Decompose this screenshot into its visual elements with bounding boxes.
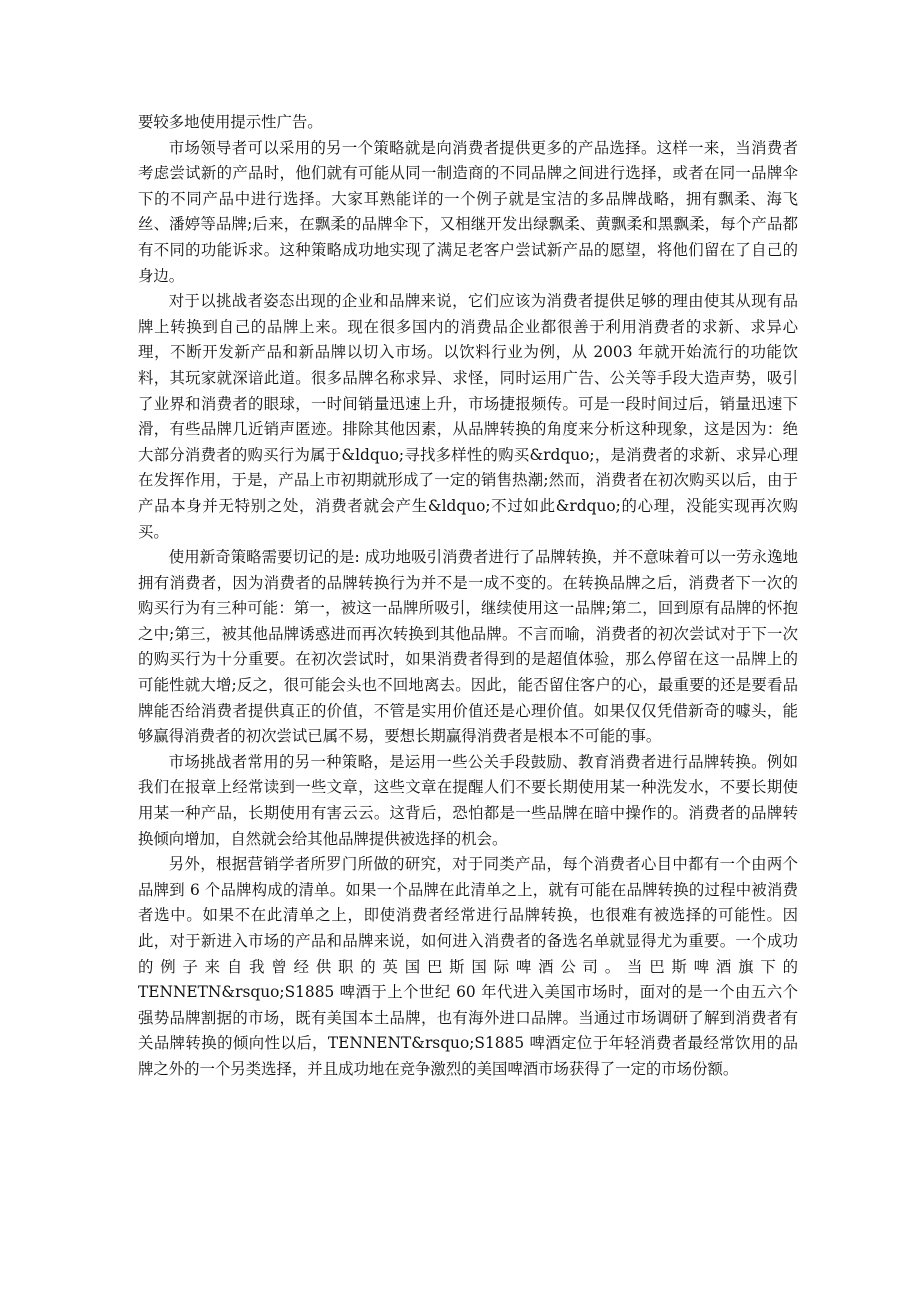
paragraph-novelty-strategy: 使用新奇策略需要切记的是: 成功地吸引消费者进行了品牌转换，并不意味着可以一劳永逸地拥有消费者，因为消费者的品牌转换行为并不是一成不变的。在转换品牌之后，消费者下一次的购买行为有三种可能：第一，被这一品牌所吸引，继续使用这一品牌;第二，回到原有品牌的怀抱之中;第三，被其他品牌诱惑进而再次转换到其他品牌。不言而喻，消费者的初次尝试对于下一次的购买行为十分重要。在初次尝试时，如果消费者得到的是超值体验，那么停留在这一品牌上的可能性就大增;反之，很可能会头也不回地离去。因此，能否留住客户的心，最重要的还是要看品牌能否给消费者提供真正的价值，不管是实用价值还是心理价值。如果仅仅凭借新奇的噱头，能够赢得消费者的初次尝试已属不易，要想长期赢得消费者是根本不可能的事。 xyxy=(138,548,798,746)
paragraph-pr-strategy: 市场挑战者常用的另一种策略，是运用一些公关手段鼓励、教育消费者进行品牌转换。例如我们在报章上经常读到一些文章，这些文章在提醒人们不要长期使用某一种洗发水，不要长期使用某一种产品，长期使用有害云云。这背后，恐怕都是一些品牌在暗中操作的。消费者的品牌转换倾向增加，自然就会给其他品牌提供被选择的机会。 xyxy=(138,752,798,848)
paragraph-market-leader: 市场领导者可以采用的另一个策略就是向消费者提供更多的产品选择。这样一来，当消费者考虑尝试新的产品时，他们就有可能从同一制造商的不同品牌之间进行选择，或者在同一品牌伞下的不同产品中进行选择。大家耳熟能详的一个例子就是宝洁的多品牌战略，拥有飘柔、海飞丝、潘婷等品牌;后来，在飘柔的品牌伞下，又相继开发出绿飘柔、黄飘柔和黑飘柔，每个产品都有不同的功能诉求。这种策略成功地实现了满足老客户尝试新产品的愿望，将他们留在了自己的身边。 xyxy=(138,138,798,285)
paragraph-consideration-list: 另外，根据营销学者所罗门所做的研究，对于同类产品，每个消费者心目中都有一个由两个品牌到 6 个品牌构成的清单。如果一个品牌在此清单之上，就有可能在品牌转换的过程中被消费者选中。如果不在此清单之上，即使消费者经常进行品牌转换，也很难有被选择的可能性。因此，对于新进入市场的产品和品牌来说，如何进入消费者的备选名单就显得尤为重要。一个成功的例子来自我曾经供职的英国巴斯国际啤酒公司。当巴斯啤酒旗下的 TENNETN&rsquo;S1885 啤酒于上个世纪 60 年代进入美国市场时，面对的是一个由五六个强势品牌割据的市场，既有美国本土品牌，也有海外进口品牌。当通过市场调研了解到消费者有关品牌转换的倾向性以后，TENNENT&rsquo;S1885 啤酒定位于年轻消费者最经常饮用的品牌之外的一个另类选择，并且成功地在竞争激烈的美国啤酒市场获得了一定的市场份额。 xyxy=(138,855,798,1078)
document-page xyxy=(138,110,798,1083)
paragraph-challenger: 对于以挑战者姿态出现的企业和品牌来说，它们应该为消费者提供足够的理由使其从现有品牌上转换到自己的品牌上来。现在很多国内的消费品企业都很善于利用消费者的求新、求异心理，不断开发新产品和新品牌以切入市场。以饮料行业为例，从 2003 年就开始流行的功能饮料，其玩家就深谙此道。很多品牌名称求异、求怪，同时运用广告、公关等手段大造声势，吸引了业界和消费者的眼球，一时间销量迅速上升，市场捷报频传。可是一段时间过后，销量迅速下滑，有些品牌几近销声匿迹。排除其他因素，从品牌转换的角度来分析这种现象，这是因为：绝大部分消费者的购买行为属于&ldquo;寻找多样性的购买&rdquo;，是消费者的求新、求异心理在发挥作用，于是，产品上市初期就形成了一定的销售热潮;然而，消费者在初次购买以后，由于产品本身并无特别之处，消费者就会产生&ldquo;不过如此&rdquo;的心理，没能实现再次购买。 xyxy=(138,292,798,541)
paragraph-continuation: 要较多地使用提示性广告。 xyxy=(138,113,323,131)
